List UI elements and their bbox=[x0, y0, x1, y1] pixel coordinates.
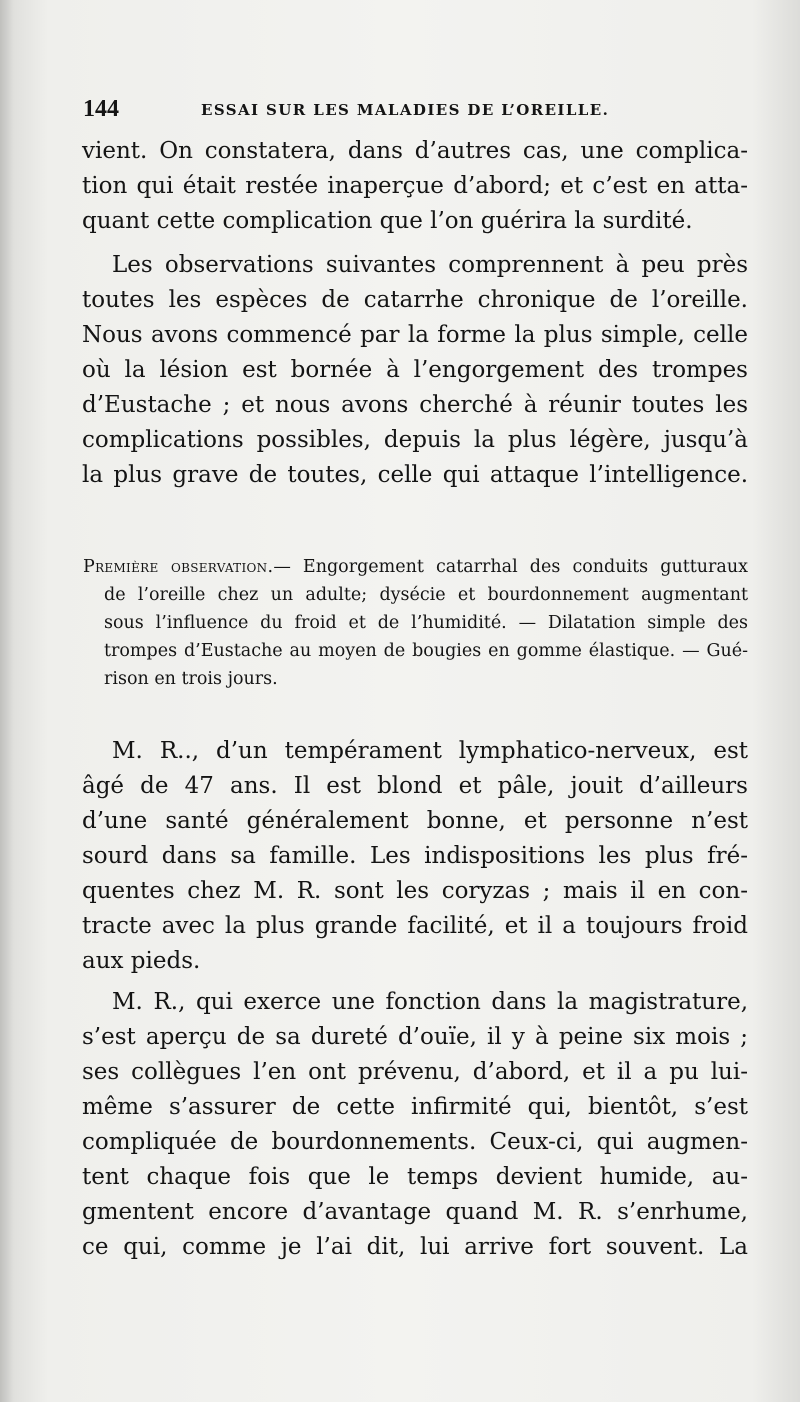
text-line: même s’assurer de cette infirmité qui, bientôt, s’est bbox=[82, 1094, 748, 1120]
text-line: ce qui, comme je l’ai dit, lui arrive fort souvent. La bbox=[82, 1234, 748, 1260]
text-line: où la lésion est bornée à l’engorgement des trompes bbox=[82, 357, 748, 383]
text-line: M. R., qui exerce une fonction dans la magistrature, bbox=[112, 989, 748, 1015]
text-line: âgé de 47 ans. Il est blond et pâle, jouit d’ailleurs bbox=[82, 773, 748, 799]
text-line: gmentent encore d’avantage quand M. R. s’enrhume, bbox=[82, 1199, 748, 1225]
running-head: ESSAI SUR LES MALADIES DE L’OREILLE. bbox=[201, 101, 610, 119]
text-line: vient. On constatera, dans d’autres cas, une complica- bbox=[82, 138, 748, 164]
text-line: d’Eustache ; et nous avons cherché à réunir toutes les bbox=[82, 392, 748, 418]
text-line: ses collègues l’en ont prévenu, d’abord, et il a pu lui- bbox=[82, 1059, 748, 1085]
observation-line: trompes d’Eustache au moyen de bougies en gomme élastique. — Gué- bbox=[104, 641, 748, 661]
observation-first-line bbox=[83, 553, 748, 581]
text-line: d’une santé généralement bonne, et personne n’est bbox=[82, 808, 748, 834]
text-line: tent chaque fois que le temps devient humide, au- bbox=[82, 1164, 748, 1190]
observation-line: rison en trois jours. bbox=[104, 669, 278, 689]
text-line: sourd dans sa famille. Les indispositions les plus fré- bbox=[82, 843, 748, 869]
text-line: quant cette complication que l’on guérira la surdité. bbox=[82, 208, 693, 234]
text-line: la plus grave de toutes, celle qui attaque l’intelligence. bbox=[82, 462, 748, 488]
text-line: toutes les espèces de catarrhe chronique de l’oreille. bbox=[82, 287, 748, 313]
text-line: tracte avec la plus grande facilité, et il a toujours froid bbox=[82, 913, 748, 939]
text-line: aux pieds. bbox=[82, 948, 201, 974]
observation-line: de l’oreille chez un adulte; dysécie et bourdonnement augmentant bbox=[104, 585, 748, 605]
text-line: Les observations suivantes comprennent à peu près bbox=[112, 252, 748, 278]
page-header bbox=[83, 96, 743, 126]
observation-first-line-text: — Engorgement catarrhal des conduits gutturaux bbox=[273, 557, 748, 577]
paragraph-continuation bbox=[82, 134, 748, 239]
paragraph-symptoms bbox=[82, 985, 748, 1265]
paragraph-patient-description bbox=[82, 734, 748, 979]
observation-heading: Première observation. bbox=[83, 557, 274, 577]
paragraph-observations-intro bbox=[82, 248, 748, 493]
text-line: M. R.., d’un tempérament lymphatico-nerveux, est bbox=[112, 738, 748, 764]
spine-shadow bbox=[0, 0, 14, 1402]
page-number: 144 bbox=[83, 96, 119, 122]
text-line: Nous avons commencé par la forme la plus simple, celle bbox=[82, 322, 748, 348]
text-line: complications possibles, depuis la plus légère, jusqu’à bbox=[82, 427, 748, 453]
text-line: compliquée de bourdonnements. Ceux-ci, qui augmen- bbox=[82, 1129, 748, 1155]
text-line: s’est aperçu de sa dureté d’ouïe, il y à peine six mois ; bbox=[82, 1024, 748, 1050]
text-line: tion qui était restée inaperçue d’abord; et c’est en atta- bbox=[82, 173, 748, 199]
observation-summary bbox=[83, 553, 748, 693]
observation-line: sous l’influence du froid et de l’humidité. — Dilatation simple des bbox=[104, 613, 748, 633]
text-line: quentes chez M. R. sont les coryzas ; mais il en con- bbox=[82, 878, 748, 904]
